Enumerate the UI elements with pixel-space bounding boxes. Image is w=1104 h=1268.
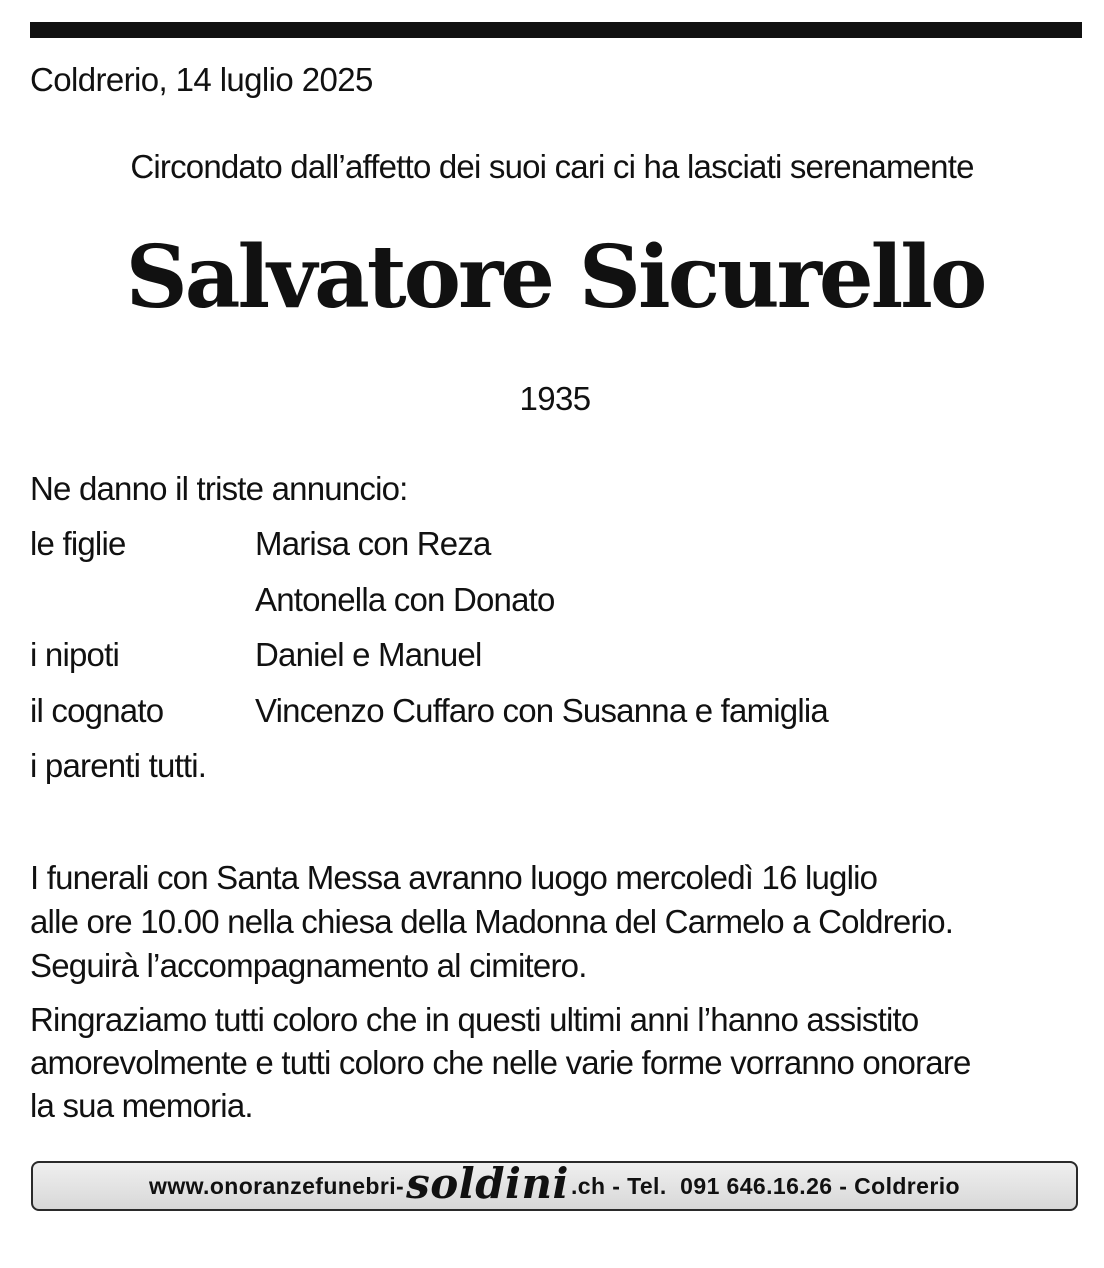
- intro-text: Circondato dall’affetto dei suoi cari ci ha lasciati serenamente: [130, 148, 974, 185]
- family-member: Antonella con Donato: [255, 580, 555, 618]
- place-date: Coldrerio, 14 luglio 2025: [30, 61, 373, 98]
- deceased-name: Salvatore Sicurello: [125, 227, 985, 328]
- top-divider: [30, 22, 1082, 38]
- family-row: [30, 742, 1080, 798]
- thanks-paragraph: [30, 998, 1080, 1127]
- footer-url-suffix: .ch: [571, 1172, 606, 1199]
- family-role: le figlie: [30, 525, 126, 562]
- family-member: Marisa con Reza: [255, 525, 491, 562]
- funeral-line: I funerali con Santa Messa avranno luogo mercoledì 16 luglio: [30, 859, 878, 896]
- family-list: [30, 520, 1080, 798]
- family-role: il cognato: [30, 691, 164, 729]
- family-member: Vincenzo Cuffaro con Susanna e famiglia: [255, 691, 828, 729]
- family-row: [30, 631, 1080, 687]
- family-role: i parenti tutti.: [30, 747, 207, 784]
- funeral-home-footer: [31, 1161, 1078, 1211]
- thanks-line: la sua memoria.: [30, 1087, 253, 1124]
- family-role: i nipoti: [30, 636, 119, 673]
- brand-logo: soldini: [406, 1159, 570, 1208]
- funeral-line: Seguirà l’accompagnamento al cimitero.: [30, 947, 587, 984]
- thanks-line: Ringraziamo tutti coloro che in questi ultimi anni l’hanno assistito: [30, 1001, 919, 1038]
- funeral-details: [30, 856, 1080, 988]
- family-row: [30, 576, 1080, 632]
- announcement-label: Ne danno il triste annuncio:: [30, 470, 408, 507]
- family-row: [30, 520, 1080, 576]
- footer-contact: - Tel. 091 646.16.26 - Coldrerio: [605, 1172, 960, 1199]
- family-member: Daniel e Manuel: [255, 636, 482, 673]
- footer-url-prefix: www.onoranzefunebri-: [149, 1172, 405, 1199]
- birth-year: 1935: [519, 380, 591, 417]
- funeral-line: alle ore 10.00 nella chiesa della Madonna del Carmelo a Coldrerio.: [30, 903, 954, 940]
- thanks-line: amorevolmente e tutti coloro che nelle varie forme vorranno onorare: [30, 1044, 971, 1081]
- family-row: [30, 687, 1080, 743]
